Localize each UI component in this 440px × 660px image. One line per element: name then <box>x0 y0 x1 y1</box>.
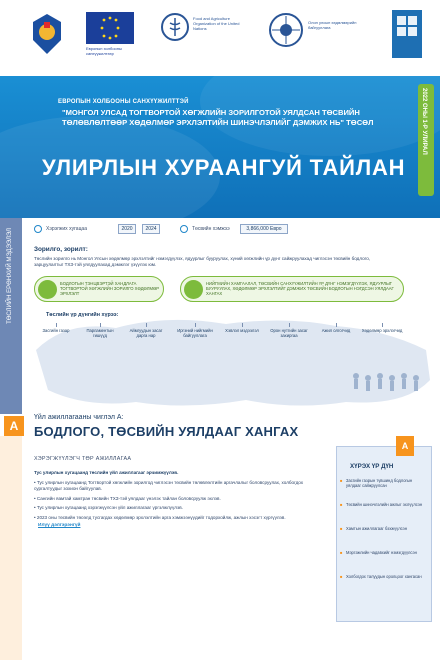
objective-pill-2-text: НИЙГМИЙН ХАМГААЛАЛ, ТӨСВИЙН САНХҮҮЖИЛТИЙН ҮР ДҮНГ НЭМЭГДҮҮЛЭХ, ЯДУУРЛЫГ БУУРУУЛАХ, ХӨДӨЛМӨР ЭРХЛЭЛТИЙГ ДЭМЖИХ ТӨСВИЙН БОДЛОГЫН НЭГДСЭН УЯЛДААГ ХАНГАХ <box>206 281 394 296</box>
left-rail-label: ТӨСЛИЙН ЕРӨНХИЙ МЭДЭЭЛЭЛ <box>7 228 13 324</box>
period-label: Хэрэгжих хугацаа <box>46 226 87 232</box>
section-a-bullet: • Тус улирлын хугацаанд Тогтвортой хөгжлийн зорилгод чиглэсэн төсвийн төлөвлөлтийн аргачлалыг боловсруулах, холбогдох сургалтуудыг зохион байгуулав. <box>34 479 304 492</box>
period-start: 2020 <box>118 224 136 234</box>
target-group <box>222 328 262 333</box>
results-panel <box>336 446 432 622</box>
calendar-icon <box>34 225 42 233</box>
section-a-badge: А <box>4 416 24 436</box>
target-group <box>266 328 312 338</box>
result-item: ■ Засгийн газрын түвшинд бодлогын уялдааг сайжруулсан <box>346 478 426 488</box>
fao-logo-icon <box>160 12 190 42</box>
target-group-label: Хөдөлмөр эрхлэгчид <box>361 328 403 333</box>
section-a-bullet-text: Тус улирлын хугацаанд хэрэгжүүлсэн үйл ажиллагааг үргэлжлүүлэв. <box>36 505 184 511</box>
objective-text: Төслийн зорилго нь Монгол Улсын хөдөлмөр эрхлэлтийг нэмэгдүүлэх, ядуурлыг бууруулах, хүний хөгжлийн үр дүнг сайжруулахад чиглэсэн төсвийн бодлого, зарцуулалтыг ТХЗ-тэй уялдуулахад дэмжлэг үзүүлэх юм. <box>34 256 371 267</box>
target-icon <box>184 280 203 299</box>
eu-caption: Европын холбооны санхүүжилтээр <box>86 46 122 56</box>
target-group-label: Ажил олгогчид <box>321 328 351 333</box>
target-icon <box>38 280 57 299</box>
section-a-subtitle: ХЭРЭГЖҮҮЛЭГЧ ТӨР АЖИЛЛАГАА <box>34 456 132 462</box>
left-rail <box>0 218 22 414</box>
section-a-lead-text: Тус улирлын хугацаанд төслийн үйл ажиллагааг эрчимжүүлэв. <box>34 470 179 475</box>
target-group-label: Иргэний нийгмийн байгууллага <box>177 328 213 339</box>
objective-pill-2 <box>180 276 404 302</box>
result-item: ■ Хамтын ажиллагааг бэхжүүлсэн <box>346 526 426 531</box>
section-a-eyebrow: Үйл ажиллагааны чиглэл А: <box>34 414 124 421</box>
budget-value: 3,866,000 Евро <box>240 224 288 234</box>
target-group <box>172 328 218 338</box>
result-item: ■ Төсвийн шинэчлэлийн ажлыг эхлүүлсэн <box>346 502 426 507</box>
target-group <box>80 328 120 338</box>
objective-pill-1 <box>34 276 164 302</box>
header-eyebrow: ЕВРОПЫН ХОЛБООНЫ САНХҮҮЖИЛТТЭЙ <box>58 99 189 105</box>
money-icon <box>180 225 188 233</box>
fao-caption: Food and Agriculture Organization of the United Nations <box>193 16 240 31</box>
undp-logo-icon <box>392 10 422 58</box>
section-a-bullet: • 2023 оны төсвийн төсөлд тусгагдах хөдөлмөр эрхлэлтийн арга хэмжээнүүдийг тодорхойлж, ажлын хэсэгт хүргүүлэв.Илүү дэлгэрэнгүй <box>34 514 286 528</box>
mongolia-map-illustration <box>26 310 436 414</box>
section-a-bullet-text: 2023 оны төсвийн төсөлд тусгагдах хөдөлмөр эрхлэлтийн арга хэмжээнүүдийг тодорхойлж, ажлын хэсэгт хүргүүлэв. <box>36 514 286 520</box>
section-a-title: БОДЛОГО, ТӨСВИЙН УЯЛДААГ ХАНГАХ <box>34 424 299 439</box>
section-a-strip <box>0 436 22 660</box>
header-band <box>0 76 440 218</box>
section-a-bullet: • Тус улирлын хугацаанд хэрэгжүүлсэн үйл ажиллагааг үргэлжлүүлэв. <box>34 505 184 511</box>
target-group-label: Парламентын гишүүд <box>86 328 114 339</box>
eu-flag-icon <box>86 12 134 44</box>
objective-heading: Зорилго, зорилт: <box>34 246 88 253</box>
target-group-label: Аймгуудын засаг дарга нар <box>129 328 163 339</box>
period-end: 2024 <box>142 224 160 234</box>
target-group-label: Орон нутгийн засаг захиргаа <box>270 328 308 339</box>
objective-pill-1-text: БОДЛОГЫН ТЭНЦВЭРТЭЙ ХАНДЛАГА ТОГТВОРТОЙ ХӨГЖЛИЙН ЗОРИЛГО ХӨДӨЛМӨР ЭРХЛЭЛТ <box>60 281 160 296</box>
target-group <box>316 328 356 333</box>
section-a-bullet-text: Сангийн яамтай хамтран төсвийн ТХЗ-тэй уялдааг үнэлэх тайлан боловсруулж эхлэв. <box>36 495 221 501</box>
quarter-side-tag <box>418 84 434 196</box>
more-details-link[interactable]: Илүү дэлгэрэнгүй <box>38 522 81 528</box>
section-a-bullet: • Сангийн яамтай хамтран төсвийн ТХЗ-тэй уялдааг үнэлэх тайлан боловсруулж эхлэв. <box>34 495 221 501</box>
target-group <box>124 328 168 338</box>
logo-bar <box>0 0 440 76</box>
budget-label: Төсвийн хэмжээ <box>192 226 230 232</box>
result-item: ■ Мэргэжлийн чадавхийг нэмэгдүүлсэн <box>346 550 426 555</box>
report-title: УЛИРЛЫН ХУРААНГУЙ ТАЙЛАН <box>42 155 406 180</box>
result-item: ■ Холбогдох талуудын оролцоог хангасан <box>346 574 426 579</box>
target-group <box>36 328 76 333</box>
quarter-side-tag-label: 2022 ОНЫ 1-Р УЛИРАЛ <box>421 88 427 155</box>
section-a-lead <box>34 470 330 477</box>
targets-heading: Төслийн үр дүнгийн хүрээ: <box>46 312 119 318</box>
ilo-logo-icon <box>268 12 304 48</box>
target-group-label: Засгийн газар <box>42 328 70 333</box>
results-panel-tab: А <box>396 436 414 456</box>
section-a-body <box>34 470 330 532</box>
target-group <box>360 328 404 333</box>
ilo-caption: Олон улсын хөдөлмөрийн байгууллага <box>308 20 357 30</box>
results-panel-title: ХҮРЭХ ҮР ДҮН <box>350 463 394 470</box>
mongolia-emblem-icon <box>30 12 64 54</box>
section-a-bullet-text: Тус улирлын хугацаанд Тогтвортой хөгжлийн зорилгод чиглэсэн төсвийн төлөвлөлтийн аргачлалыг боловсруулах, холбогдох сургалтуудыг зохион байгуулав. <box>34 479 304 492</box>
target-group-label: Хэвлэл мэдээлэл <box>225 328 259 333</box>
project-title: "МОНГОЛ УЛСАД ТОГТВОРТОЙ ХӨГЖЛИЙН ЗОРИЛГОТОЙ УЯЛДСАН ТӨСВИЙН ТӨЛӨВЛӨЛТӨӨР ХӨДӨЛМӨР ЭРХЛЭЛТИЙН ШИНЭЧЛЭЛИЙГ ДЭМЖИХ НЬ" ТӨСӨЛ <box>62 108 374 127</box>
